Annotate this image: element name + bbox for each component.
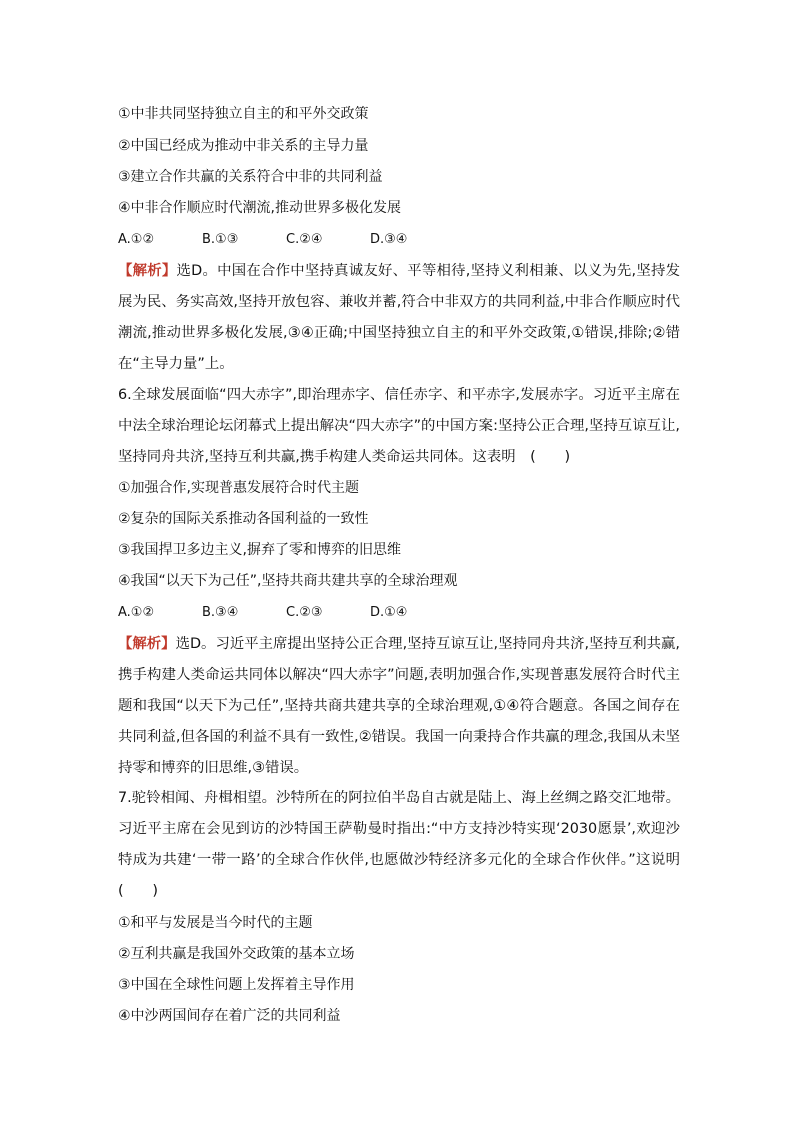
option-a: A.①② [118,232,155,247]
q6-option-a: A.①② [118,605,155,620]
question-7-stem: 7.驼铃相闻、舟楫相望。沙特所在的阿拉伯半岛自古就是陆上、海上丝绸之路交汇地带。习近平主席在会见到访的沙特国王萨勒曼时指出:“中方支持沙特实现‘2030愿景’,欢迎沙特成为共建‘一带一路’的全球合作伙伴,也愿做沙特经济多元化的全球合作伙伴。”这说明 ( ) [118,790,695,899]
option-d: D.③④ [370,232,408,247]
q6-statement-1: ①加强合作,实现普惠发展符合时代主题 [118,480,359,496]
q6-option-c: C.②③ [286,605,323,620]
analysis-label: 【解析】 [118,263,177,279]
option-b: B.①③ [202,232,239,247]
q6-analysis-label: 【解析】 [118,636,176,652]
answer-options [118,230,678,250]
q6-option-b: B.③④ [202,605,239,620]
q7-statement-2: ②互利共赢是我国外交政策的基本立场 [118,946,355,962]
question-6-stem: 6.全球发展面临“四大赤字”,即治理赤字、信任赤字、和平赤字,发展赤字。习近平主席在中法全球治理论坛闭幕式上提出解决“四大赤字”的中国方案:坚持公正合理,坚持互谅互让,坚持同舟共济,坚持互利共赢,携手构建人类命运共同体。这表明 ( ) [118,387,680,465]
q6-analysis-paragraph [118,629,680,784]
analysis-text: 选D。中国在合作中坚持真诚友好、平等相待,坚持义利相兼、以义为先,坚持发展为民、务实高效,坚持开放包容、兼收并蓄,符合中非双方的共同利益,中非合作顺应时代潮流,推动世界多极化发展,③④正确;中国坚持独立自主的和平外交政策,①错误,排除;②错在“主导力量”上。 [118,263,680,372]
q7-statement-4: ④中沙两国间存在着广泛的共同利益 [118,1008,341,1024]
q6-statement-4: ④我国“以天下为己任”,坚持共商共建共享的全球治理观 [118,573,458,589]
q6-statement-3: ③我国捍卫多边主义,摒弃了零和博弈的旧思维 [118,542,401,558]
analysis-paragraph [118,256,680,380]
statement-3: ③建立合作共赢的关系符合中非的共同利益 [118,169,383,185]
option-c: C.②④ [286,232,323,247]
statement-1: ①中非共同坚持独立自主的和平外交政策 [118,106,369,122]
q6-analysis-text: 选D。习近平主席提出坚持公正合理,坚持互谅互让,坚持同舟共济,坚持互利共赢,携手构建人类命运共同体以解决“四大赤字”问题,表明加强合作,实现普惠发展符合时代主题和我国“以天下为己任”,坚持共商共建共享的全球治理观,①④符合题意。各国之间存在共同利益,但各国的利益不具有一致性,②错误。我国一向秉持合作共赢的理念,我国从未坚持零和博弈的旧思维,③错误。 [118,636,680,776]
q6-option-d: D.①④ [370,605,408,620]
statement-2: ②中国已经成为推动中非关系的主导力量 [118,138,369,154]
q6-answer-options [118,603,678,623]
q6-statement-2: ②复杂的国际关系推动各国利益的一致性 [118,511,369,527]
q7-statement-3: ③中国在全球性问题上发挥着主导作用 [118,977,355,993]
q7-statement-1: ①和平与发展是当今时代的主题 [118,915,313,931]
statement-4: ④中非合作顺应时代潮流,推动世界多极化发展 [118,200,401,216]
